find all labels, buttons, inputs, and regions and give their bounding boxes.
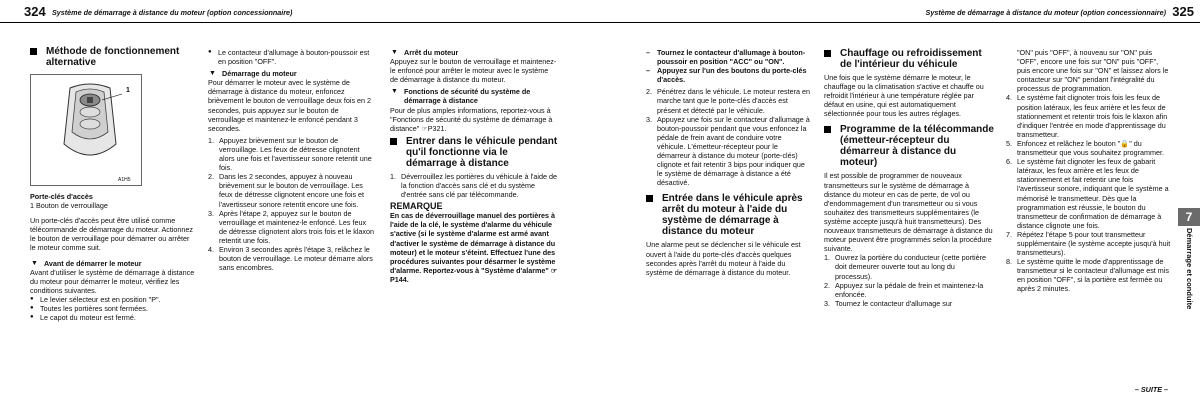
figure-callout: 1 (126, 87, 130, 94)
section-heading-climate: Chauffage ou refroidissement de l'intérieur du véhicule (824, 48, 994, 70)
before-start-intro: Avant d'utiliser le système de démarrage à distance du moteur pour démarrer le moteur, vérifiez les conditions suivantes. (30, 267, 195, 295)
start-intro: Pour démarrer le moteur avec le système de démarrage à distance du moteur, enfoncez brièvement le bouton de verrouillage deux fois en 2 secondes, puis appuyez sur le bouton de verrouillage et maintenez-le enfoncé pendant 3 secondes. (208, 78, 372, 133)
sub-heading-before-start: ▼ Avant de démarrer le moteur (31, 258, 142, 268)
step-item: 1. Appuyez brièvement sur le bouton de verrouillage. Les feux de détresse clignotent alors une fois et l'avertisseur sonore retentit une fois. (208, 135, 372, 173)
safety-text: Pour de plus amples informations, reportez-vous à "Fonctions de sécurité du système de démarrage à distance" ☞P321. (390, 105, 553, 133)
continued-marker: – SUITE – (1134, 385, 1168, 394)
left-col-1 (30, 46, 196, 322)
step-item: 2. Pénétrez dans le véhicule. Le moteur restera en marche tant que le porte-clés d'accès est présent et détecté par le véhicule. (646, 87, 811, 115)
step-item: 3. Appuyez une fois sur le contacteur d'allumage à bouton-poussoir pendant que vous enfoncez la pédale de frein avant de conduire votre véhicule. L'émetteur-récepteur pour le démarreur à distance du moteur (porte-clés) clignote et fait retentir 3 bips pour indiquer que le système de démarrage à distance a été désactivé. (646, 114, 810, 188)
step-item: 1. Ouvrez la portière du conducteur (cette portière doit demeurer ouverte tout au long du processus). (824, 253, 987, 281)
remark-title: REMARQUE (390, 201, 443, 212)
program-text: Il est possible de programmer de nouveaux transmetteurs sur le système de démarrage à distance du moteur en cas de perte, de vol ou d'endommagement d'un transmetteur ou si vous souhaitez des transmetteurs supplémentaires (le système accepte jusqu'à huit transmetteurs). Des nouveaux transmetteurs de démarrage à distance du moteur peuvent être programmés selon la procédure suivante. (824, 171, 993, 254)
step-item: 3. Tournez le contacteur d'allumage sur (824, 298, 953, 308)
step-item: 2. Dans les 2 secondes, appuyez à nouveau brièvement sur le bouton de verrouillage. Les feux de détresse clignotent encore une fois et l'avertisseur sonore retentit encore une fois. (208, 172, 365, 209)
step-item: 1. Déverrouillez les portières du véhicule à l'aide de la fonction d'accès sans clé et du système d'entrée sans clé par télécommande. (390, 171, 557, 200)
step-item: 2. Appuyez sur la pédale de frein et maintenez-la enfoncée. (824, 280, 984, 299)
figure-caption-title: Porte-clés d'accès (30, 192, 93, 201)
chapter-tab-label: Démarrage et conduite (1185, 228, 1194, 310)
section-heading-program: Programme de la télécommande (émetteur-récepteur du démarreur à distance du moteur) (824, 124, 994, 168)
step-item: 7. Répétez l'étape 5 pour tout transmetteur supplémentaire (le système accepte jusqu'à huit transmetteurs). (1006, 229, 1171, 258)
intro-paragraph: Un porte-clés d'accès peut être utilisé comme télécommande de démarrage du moteur. Actionnez le bouton de verrouillage pour démarrer ou arrêter le moteur comme suit. (30, 216, 194, 253)
alarm-text: Une alarme peut se déclencher si le véhicule est ouvert à l'aide du porte-clés d'accès quelques secondes après l'arrêt du moteur à l'aide du système de démarrage à distance du moteur. (646, 240, 801, 277)
figure-caption-item: 1 Bouton de verrouillage (30, 201, 108, 211)
left-header-title: Système de démarrage à distance du moteur (option concessionnaire) (52, 8, 293, 17)
right-header-title: Système de démarrage à distance du moteur (option concessionnaire) (925, 8, 1166, 17)
chapter-tab: 7 (1178, 208, 1200, 226)
sub-heading-start: ▼ Démarrage du moteur (209, 69, 297, 79)
list-item: ● Toutes les portières sont fermées. (30, 304, 196, 313)
right-page-number: 325 (1172, 4, 1194, 19)
figure-code: A1H5 (118, 177, 131, 183)
left-col-3 (390, 48, 558, 284)
list-item: ● Le levier sélecteur est en position "P". (30, 295, 196, 304)
stop-text: Appuyez sur le bouton de verrouillage et maintenez-le enfoncé pour arrêter le moteur avec le système de démarrage à distance du moteur. (390, 57, 557, 85)
climate-text: Une fois que le système démarre le moteur, le chauffage ou la climatisation s'active et chauffe ou refroidit l'intérieur à une température réglée par défaut en usine, qui est automatiquement sélectionnée pour tous les autres réglages. (824, 73, 984, 119)
dash-item: – Tournez le contacteur d'allumage à bouton-poussoir en position "ACC" ou "ON". (646, 48, 806, 67)
square-bullet-icon (390, 138, 397, 145)
remark-text: En cas de déverrouillage manuel des portières à l'aide de la clé, le système d'alarme du véhicule s'active (si le système d'alarme est armé avant d'activer le système de démarrage à distance du moteur) et le moteur s'éteint. Effectuez l'une des procédures suivantes pour désarmer le système d'alarme. Reportez-vous à "Système d'alarme" ☞P144. (390, 211, 558, 284)
section-heading-enter: Entrer dans le véhicule pendant qu'il fonctionne via le démarrage à distance (390, 136, 558, 169)
left-page-number: 324 (24, 4, 46, 19)
step-item: 6. Le système fait clignoter les feux de gabarit latéraux, les feux arrière et les feux de stationnement et fait retentir une fois l'avertisseur sonore, indiquant que le système a mémorisé le transmetteur. Dès que la programmation est réussie, le bouton du transmetteur de confirmation de démarrage à distance clignote une fois. (1006, 157, 1169, 230)
right-page (600, 0, 1200, 402)
dash-item: – Appuyez sur l'un des boutons du porte-clés d'accès. (646, 66, 807, 85)
step-item: 4. Le système fait clignoter trois fois les feux de position latéraux, les feux arrière et les feux de stationnement et retentir trois fois le klaxon afin d'indiquer l'entrée en mode d'apprentissage du transmetteur. (1006, 93, 1168, 139)
right-col-2 (824, 48, 994, 308)
step-item: 8. Le système quitte le mode d'apprentissage de transmetteur si le contacteur d'allumage est mis en position "OFF", si la portière est fermée ou après 2 minutes. (1006, 257, 1169, 294)
step-continuation: "ON" puis "OFF", à nouveau sur "ON" puis "OFF", encore une fois sur "ON" puis "OFF", puis encore une fois sur "ON" et laissez alors le contacteur sur "ON" pendant l'intégralité du processus de programmation. (1017, 48, 1169, 94)
right-col-1 (646, 48, 812, 277)
list-item: ● Le capot du moteur est fermé. (30, 313, 196, 322)
step-item: 4. Environ 3 secondes après l'étape 3, relâchez le bouton de verrouillage. Le moteur démarre alors sans encombres. (208, 244, 373, 273)
square-bullet-icon (824, 50, 831, 57)
step-item: 3. Après l'étape 2, appuyez sur le bouton de verrouillage et maintenez-le enfoncé. Les feux de détresse clignotent alors trois fois et le klaxon retentit une fois. (208, 208, 375, 245)
right-header (600, 0, 1200, 23)
sub-heading-stop: ▼ Arrêt du moteur (391, 48, 459, 57)
square-bullet-icon (646, 195, 653, 202)
key-fob-figure (30, 74, 142, 186)
square-bullet-icon (30, 48, 37, 55)
left-col-2 (208, 48, 374, 272)
step-item: 5. Enfoncez et relâchez le bouton "🔒" du transmetteur que vous souhaitez programmer. (1006, 138, 1165, 158)
section-heading-alternative: Méthode de fonctionnement alternative (30, 46, 196, 68)
sub-heading-safety: ▼ Fonctions de sécurité du système de démarrage à distance (391, 87, 531, 106)
square-bullet-icon (824, 126, 831, 133)
section-heading-alarm: Entrée dans le véhicule après arrêt du moteur à l'aide du système de démarrage à distance du moteur (646, 193, 812, 237)
list-item: ● Le contacteur d'allumage à bouton-poussoir est en position "OFF". (208, 48, 374, 66)
right-col-3 (1006, 48, 1172, 294)
left-header (0, 0, 600, 23)
